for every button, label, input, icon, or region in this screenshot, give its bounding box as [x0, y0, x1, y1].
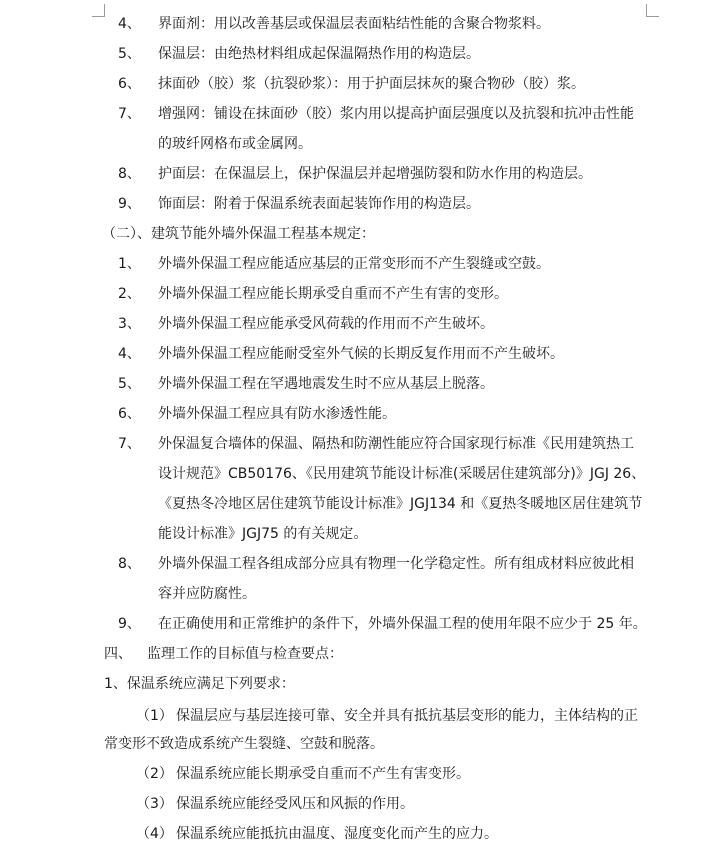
item-number: 7、 [118, 106, 141, 122]
item-text: 保温系统应能经受风压和风振的作用。 [176, 796, 414, 812]
section-heading-text: 监理工作的目标值与检查要点： [147, 646, 343, 662]
item-text: 外保温复合墙体的保温、隔热和防潮性能应符合国家现行标准《民用建筑热工 [158, 436, 634, 452]
item-text: 保温系统应能抵抗由温度、湿度变化而产生的应力。 [176, 826, 498, 842]
item-number: 5、 [118, 46, 141, 62]
item-text: 外墙外保温工程应能承受风荷载的作用而不产生破坏。 [158, 316, 494, 332]
item-number: （1） [136, 708, 173, 724]
item-text: 外墙外保温工程应能适应基层的正常变形而不产生裂缝或空鼓。 [158, 256, 550, 272]
item-number: （2） [136, 766, 173, 782]
item-text: 保温系统应能长期承受自重而不产生有害变形。 [176, 766, 470, 782]
section-number: 四、 [104, 646, 132, 662]
item-text: 外墙外保温工程应具有防水渗透性能。 [158, 406, 396, 422]
item-number: 2、 [118, 286, 141, 302]
item-number: 6、 [118, 76, 141, 92]
item-number: 4、 [118, 16, 141, 32]
subsection-heading-text: 1、保温系统应满足下列要求： [104, 676, 295, 692]
item-number: 8、 [118, 556, 141, 572]
item-number: 4、 [118, 346, 141, 362]
item-number: 7、 [118, 436, 141, 452]
item-text: 设计规范》CB50176、《民用建筑节能设计标准(采暖居住建筑部分)》JGJ 26、 [158, 466, 646, 482]
item-number: 6、 [118, 406, 141, 422]
item-text: 饰面层：附着于保温系统表面起装饰作用的构造层。 [158, 196, 480, 212]
item-text: 容并应防腐性。 [158, 586, 256, 602]
section-heading-text: （二）、建筑节能外墙外保温工程基本规定： [102, 226, 375, 242]
item-text: 护面层：在保温层上，保护保温层并起增强防裂和防水作用的构造层。 [158, 166, 592, 182]
item-number: 9、 [118, 196, 141, 212]
item-text: 《夏热冬冷地区居住建筑节能设计标准》JGJ134 和《夏热冬暖地区居住建筑节 [158, 496, 643, 512]
item-number: 3、 [118, 316, 141, 332]
item-text: 能设计标准》JGJ75 的有关规定。 [158, 526, 368, 542]
item-text: 增强网：铺设在抹面砂（胶）浆内用以提高护面层强度以及抗裂和抗冲击性能 [158, 106, 634, 122]
item-text: 保温层：由绝热材料组成起保温隔热作用的构造层。 [158, 46, 480, 62]
item-number: 5、 [118, 376, 141, 392]
item-number: 9、 [118, 616, 141, 632]
item-text: 外墙外保温工程在罕遇地震发生时不应从基层上脱落。 [158, 376, 494, 392]
item-number: 1、 [118, 256, 141, 272]
item-number: 8、 [118, 166, 141, 182]
item-text: 常变形不致造成系统产生裂缝、空鼓和脱落。 [104, 736, 384, 752]
item-number: （3） [136, 796, 173, 812]
item-text: 外墙外保温工程应能长期承受自重而不产生有害的变形。 [158, 286, 508, 302]
item-text: 界面剂：用以改善基层或保温层表面粘结性能的含聚合物浆料。 [158, 16, 550, 32]
item-text: 的玻纤网格布或金属网。 [158, 136, 312, 152]
item-number: （4） [136, 826, 173, 842]
page-corner-mark-right [646, 4, 659, 17]
page-corner-mark-left [92, 4, 105, 17]
item-text: 外墙外保温工程应能耐受室外气候的长期反复作用而不产生破坏。 [158, 346, 564, 362]
item-text: 保温层应与基层连接可靠、安全并具有抵抗基层变形的能力，主体结构的正 [176, 708, 638, 724]
item-text: 外墙外保温工程各组成部分应具有物理一化学稳定性。所有组成材料应彼此相 [158, 556, 634, 572]
item-text: 在正确使用和正常维护的条件下，外墙外保温工程的使用年限不应少于 25 年。 [158, 616, 647, 632]
item-text: 抹面砂（胶）浆（抗裂砂浆）：用于护面层抹灰的聚合物砂（胶）浆。 [158, 76, 585, 92]
